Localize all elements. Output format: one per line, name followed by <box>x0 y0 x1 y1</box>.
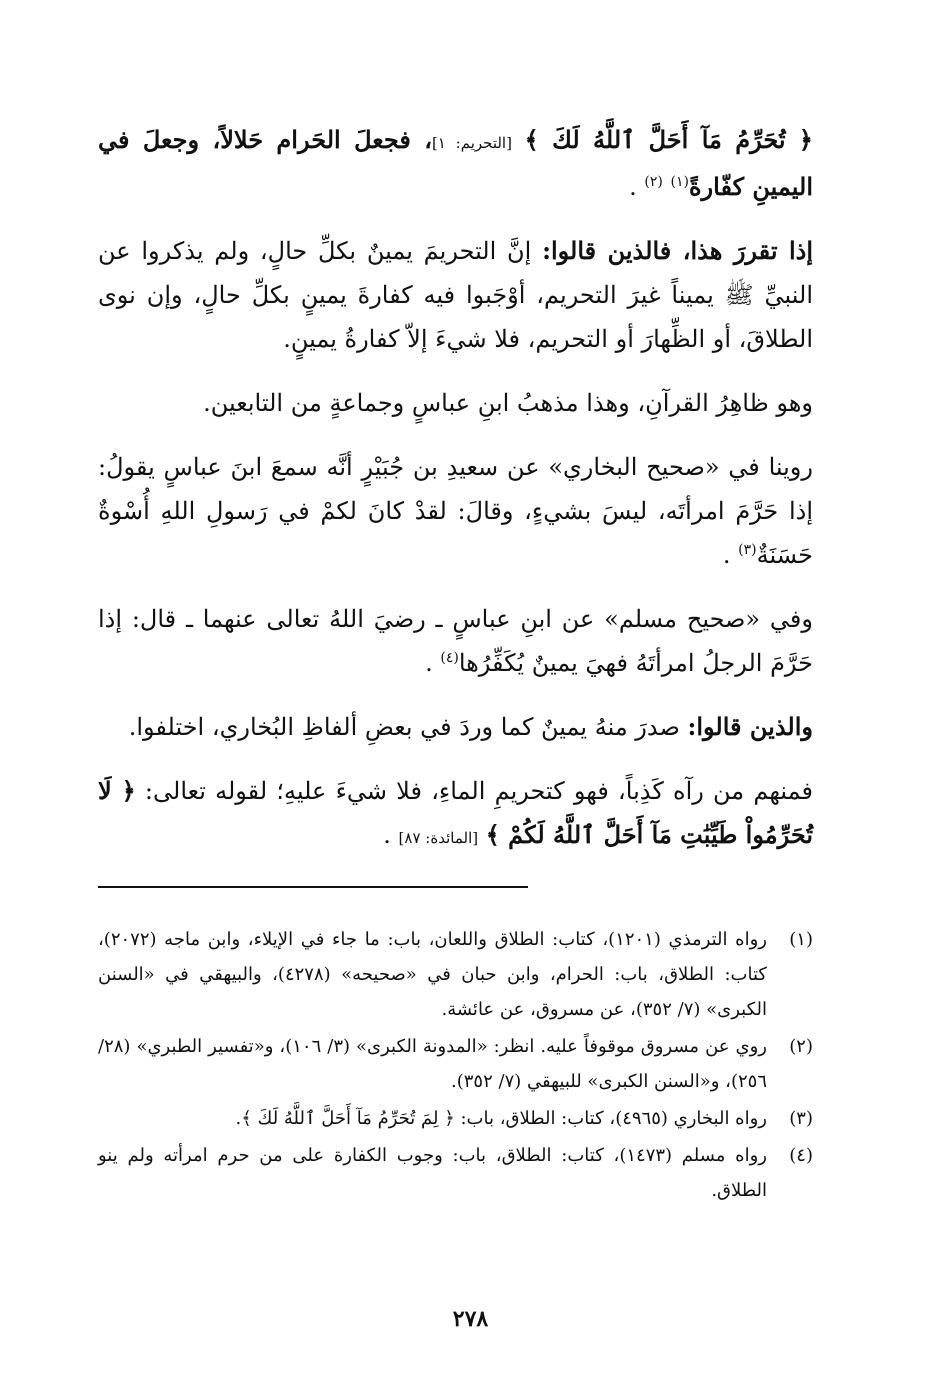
paragraph-3 <box>98 381 813 425</box>
footnote-marker-2: (٢) <box>644 174 663 190</box>
footnote-text: روي عن مسروق موقوفاً عليه. انظر: «المدونة الكبرى» (٣/ ١٠٦)، و«تفسير الطبري» (٢٨/ ٢٥٦)، و«السنن الكبرى» للبيهقي (٧/ ٣٥٢). <box>98 1036 767 1092</box>
verse-reference: [المائدة: ٨٧] <box>398 829 479 847</box>
footnote-marker-3: (٣) <box>738 542 757 558</box>
bold-lead: إذا تقررَ هذا، فالذين قالوا: <box>542 236 813 265</box>
footnotes <box>98 922 813 1208</box>
footnote-item <box>98 1029 813 1099</box>
footnote-number: (٢) <box>789 1036 813 1057</box>
paragraph-1 <box>98 118 813 209</box>
footnote-item <box>98 1138 813 1208</box>
sentence-end: . <box>383 821 391 849</box>
paragraph-5 <box>98 597 813 685</box>
verse-reference: [التحريم: ١] <box>431 134 512 152</box>
paragraph-text: روينا في «صحيح البخاري» عن سعيدِ بن جُبَيْرٍ أنَّه سمعَ ابنَ عباسٍ يقولُ: إذا حَرَّمَ امرأتَه، ليسَ بشيءٍ، وقالَ: لقدْ كانَ لكمْ في رَسولِ اللهِ أُسْوةٌ حَسَنَةٌ <box>98 453 813 569</box>
paragraph-text: صدرَ منهُ يمينٌ كما وردَ في بعضِ ألفاظِ البُخاري، اختلفوا. <box>128 713 688 741</box>
paragraph-text: إنَّ التحريمَ يمينٌ بكلِّ حالٍ، ولم يذكروا عن النبيِّ ﷺ يميناً غيرَ التحريم، أوْجَبوا فيه كفارةَ يمينٍ بكلِّ حالٍ، وإن نوى الطلاقَ، أو الظِّهارَ أو التحريم، فلا شيءَ إلاّ كفارةُ يمينٍ. <box>98 237 813 353</box>
paragraph-text: ، فجعلَ الحَرام حَلالاً، وجعلَ في اليمينِ كفّارةً <box>98 125 813 201</box>
quran-verse: ﴿ لَا تُحَرِّمُواْ طَيِّبَٰتِ مَآ أَحَلَّ ٱللَّهُ لَكُمْ ﴾ <box>98 776 813 849</box>
footnote-text: رواه الترمذي (١٢٠١)، كتاب: الطلاق واللعان، باب: ما جاء في الإيلاء، وابن ماجه (٢٠٧٢)، كتاب: الطلاق، باب: الحرام، وابن حبان في «صحيحه» (٤٢٧٨)، والبيهقي في «السنن الكبرى» (٧/ ٣٥٢)، عن مسروق، عن عائشة. <box>98 929 767 1020</box>
sentence-end: . <box>722 541 731 569</box>
footnote-item <box>98 922 813 1027</box>
quran-verse: ﴿ تُحَرِّمُ مَآ أَحَلَّ ٱللَّهُ لَكَ ﴾ <box>524 125 813 154</box>
sentence-end: . <box>629 173 637 201</box>
footnote-marker-1: (١) <box>670 174 689 190</box>
footnote-item <box>98 1101 813 1136</box>
footnote-marker-4: (٤) <box>440 650 459 666</box>
paragraph-4 <box>98 445 813 577</box>
footnote-number: (١) <box>789 929 813 950</box>
paragraph-2 <box>98 229 813 361</box>
paragraph-6 <box>98 705 813 749</box>
page-number: ٢٧٨ <box>452 1306 489 1332</box>
footnote-divider <box>98 886 528 888</box>
paragraph-text: وفي «صحيح مسلم» عن ابنِ عباسٍ ـ رضيَ اللهُ تعالى عنهما ـ قال: إذا حَرَّمَ الرجلُ امرأتَهُ فهيَ يمينٌ يُكَفِّرُها <box>98 605 813 677</box>
paragraph-7 <box>98 769 813 860</box>
footnote-text: رواه مسلم (١٤٧٣)، كتاب: الطلاق، باب: وجوب الكفارة على من حرم امرأته ولم ينو الطلاق. <box>98 1145 767 1201</box>
paragraph-text: فمنهم من رآه كَذِباً، فهو كتحريمِ الماءِ، فلا شيءَ عليهِ؛ لقوله تعالى: <box>135 777 814 805</box>
footnote-number: (٣) <box>789 1108 813 1129</box>
sentence-end: . <box>425 649 433 677</box>
paragraph-text: وهو ظاهِرُ القرآنِ، وهذا مذهبُ ابنِ عباسٍ وجماعةٍ من التابعين. <box>203 389 813 417</box>
bold-lead: والذين قالوا: <box>687 712 813 741</box>
footnote-text: رواه البخاري (٤٩٦٥)، كتاب: الطلاق، باب: ﴿ لِمَ تُحَرِّمُ مَآ أَحَلَّ ٱللَّهُ لَكَ ﴾. <box>235 1108 767 1129</box>
footnote-number: (٤) <box>789 1145 813 1166</box>
